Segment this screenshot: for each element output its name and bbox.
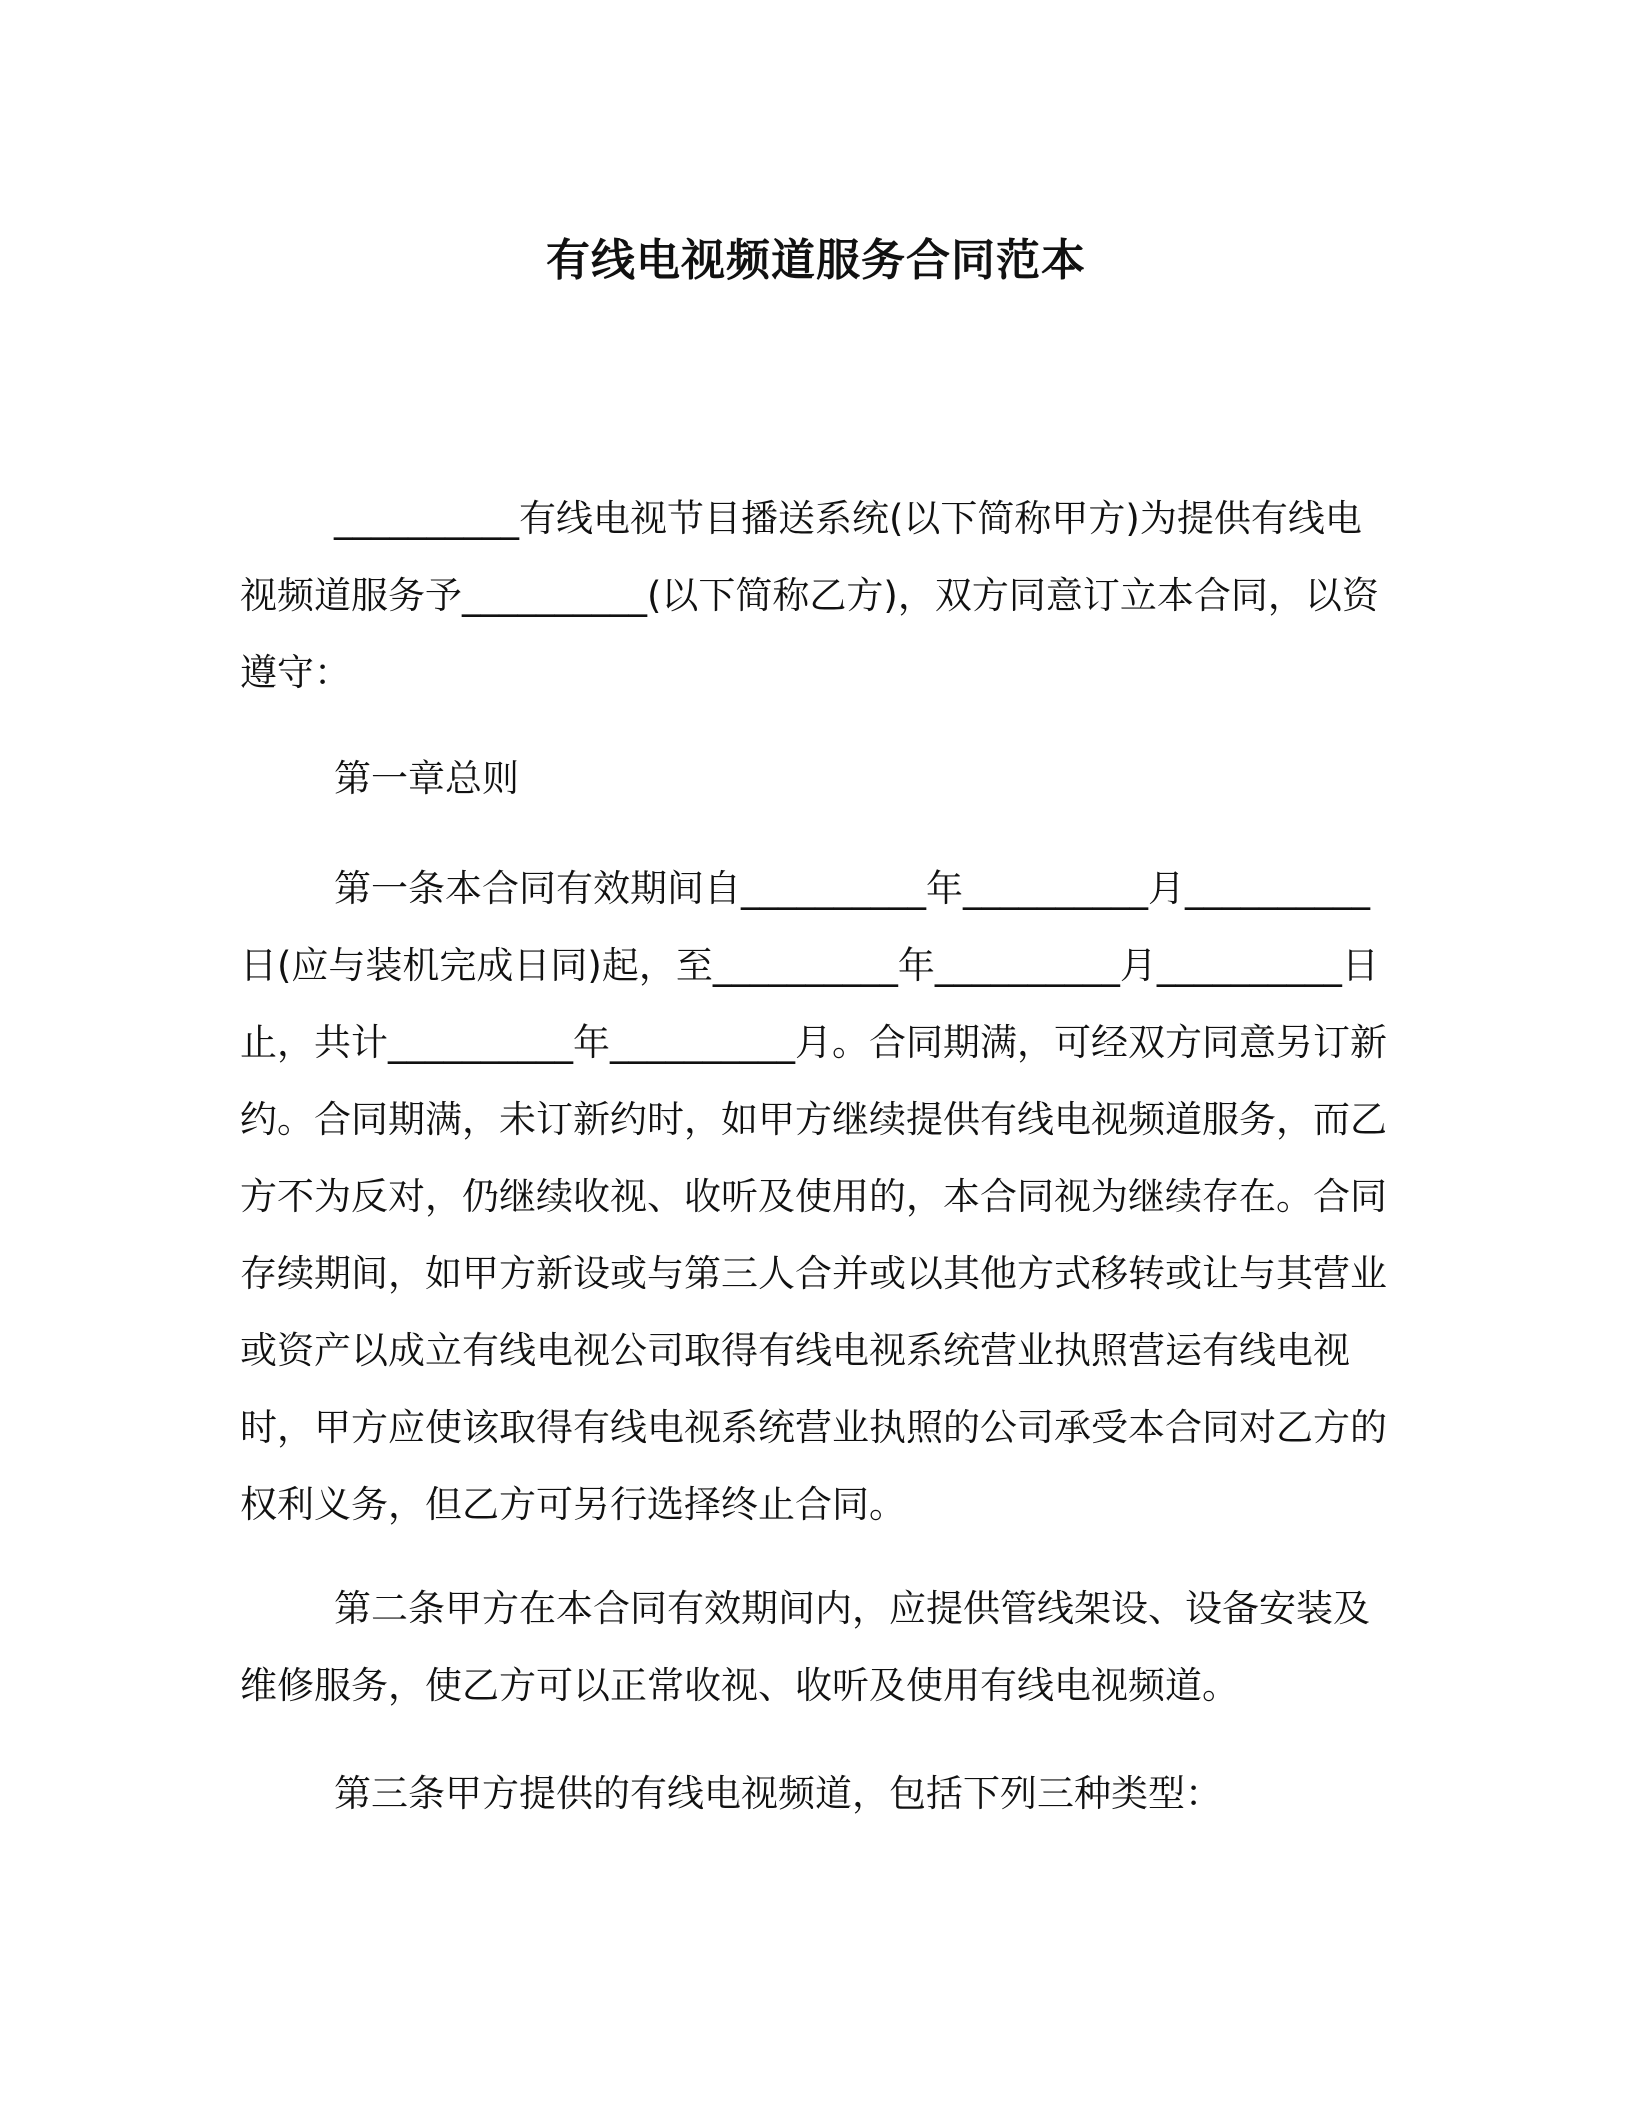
- chapter-heading: 第一章总则: [334, 757, 519, 800]
- intro-paragraph: __________有线电视节目播送系统(以下简称甲方)为提供有线电视频道服务予__________(以下简称乙方)，双方同意订立本合同，以资遵守：: [240, 497, 1379, 694]
- article-three-paragraph: 第三条甲方提供的有线电视频道，包括下列三种类型：: [334, 1772, 1222, 1815]
- document-title: 有线电视频道服务合同范本: [546, 235, 1086, 286]
- article-one-paragraph: 第一条本合同有效期间自__________年__________月__________日(应与装机完成日同)起，至__________年__________月__________日止，共计__________年__________月。合同期满，可经双方同意另订新约。合同期满，未订新约时，如甲方继续提供有线电视频道服务，而乙方不为反对，仍继续收视、收听及使用的，本合同视为继续存在。合同存续期间，如甲方新设或与第三人合并或以其他方式移转或让与其营业或资产以成立有线电视公司取得有线电视系统营业执照营运有线电视时，甲方应使该取得有线电视系统营业执照的公司承受本合同对乙方的权利义务，但乙方可另行选择终止合同。: [240, 867, 1387, 1526]
- article-two-paragraph: 第二条甲方在本合同有效期间内，应提供管线架设、设备安装及维修服务，使乙方可以正常收视、收听及使用有线电视频道。: [240, 1587, 1370, 1707]
